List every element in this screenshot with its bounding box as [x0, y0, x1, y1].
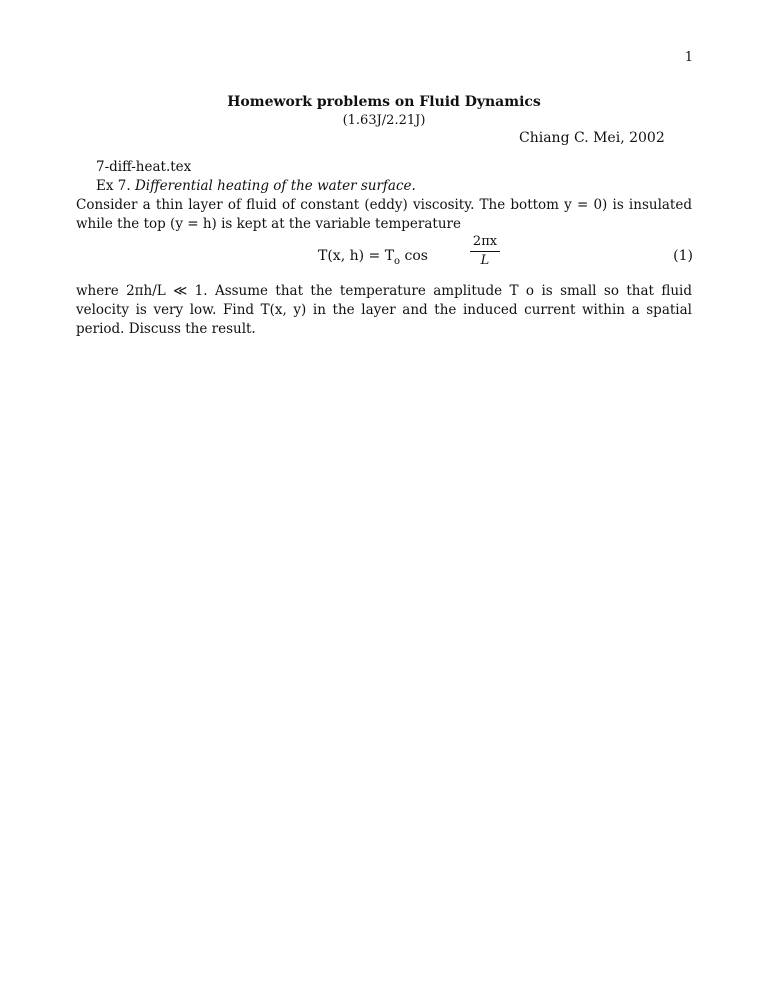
- problem-paragraph-1: [76, 196, 692, 234]
- equation-subscript: o: [394, 255, 401, 267]
- exercise-label: Ex 7.: [96, 178, 131, 194]
- author-line: Chiang C. Mei, 2002: [519, 130, 665, 146]
- page-number: 1: [684, 50, 693, 65]
- equation-function: cos: [400, 248, 428, 264]
- problem-paragraph-2: [76, 282, 692, 339]
- document-title: Homework problems on Fluid Dynamics: [227, 94, 541, 110]
- equation-left-text: T(x, h) = T: [318, 248, 395, 264]
- paragraph-text: Consider a thin layer of fluid of constant (eddy) viscosity. The bottom y = 0) is insulated while the top (y = h) is kept at the variable temperature: [76, 197, 692, 232]
- equation-lhs: [318, 248, 428, 267]
- fraction-denominator: L: [480, 253, 490, 268]
- exercise-heading: [96, 177, 416, 196]
- fraction-bar: [470, 251, 500, 252]
- paragraph-text: where 2πh/L ≪ 1. Assume that the temperature amplitude T o is small so that fluid velocity is very low. Find T(x, y) in the layer and the induced current within a spatial period. Discuss the result.: [76, 283, 692, 337]
- course-number: (1.63J/2.21J): [342, 113, 426, 128]
- exercise-title: Differential heating of the water surface.: [134, 178, 416, 194]
- equation-fraction: [470, 234, 500, 269]
- source-filename: 7-diff-heat.tex: [96, 159, 192, 175]
- equation-1: [0, 234, 768, 274]
- fraction-numerator: 2πx: [472, 234, 498, 249]
- equation-number: (1): [673, 248, 693, 264]
